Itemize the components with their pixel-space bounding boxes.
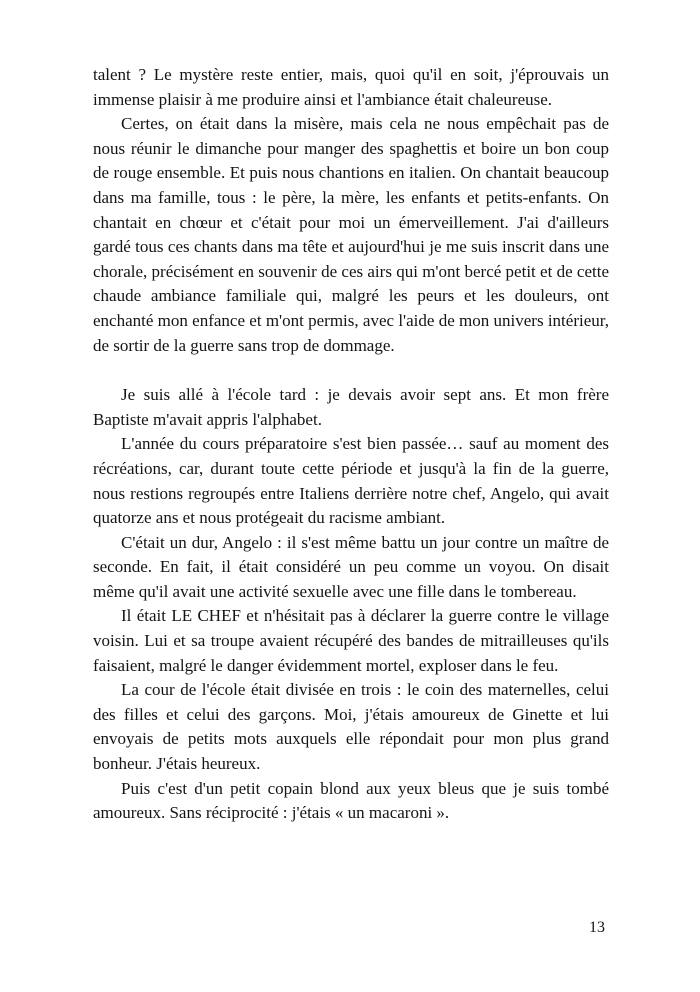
text-block (93, 63, 609, 826)
paragraph: L'année du cours préparatoire s'est bien passée… sauf au moment des récréations, car, durant toute cette période et jusqu'à la fin de la guerre, nous restions regroupés entre Italiens derrière notre chef, Angelo, qui avait quatorze ans et nous protégeait du racisme ambiant. (93, 434, 609, 528)
paragraph: Il était LE CHEF et n'hésitait pas à déclarer la guerre contre le village voisin. Lui et sa troupe avaient récupéré des bandes de mitrailleuses qu'ils faisaient, malgré le danger évidemment mortel, exploser dans le feu. (93, 606, 609, 675)
paragraph: Puis c'est d'un petit copain blond aux yeux bleus que je suis tombé amoureux. Sans réciprocité : j'étais « un macaroni ». (93, 778, 609, 823)
paragraph: La cour de l'école était divisée en trois : le coin des maternelles, celui des filles et celui des garçons. Moi, j'étais amoureux de Ginette et lui envoyais de petits mots auxquels elle répondait pour mon plus grand bonheur. J'étais heureux. (93, 680, 609, 774)
paragraph: talent ? Le mystère reste entier, mais, quoi qu'il en soit, j'éprouvais un immense plaisir à me produire ainsi et l'ambiance était chaleureuse. (93, 65, 609, 109)
paragraph: Certes, on était dans la misère, mais cela ne nous empêchait pas de nous réunir le dimanche pour manger des spaghettis et boire un bon coup de rouge ensemble. Et puis nous chantions en italien. On chantait beaucoup dans ma famille, tous : le père, la mère, les enfants et petits-enfants. On chantait en chœur et c'était pour moi un émerveillement. J'ai d'ailleurs gardé tous ces chants dans ma tête et aujourd'hui je me suis inscrit dans une chorale, précisément en souvenir de ces airs qui m'ont bercé petit et de cette chaude ambiance familiale qui, malgré les peurs et les douleurs, ont enchanté mon enfance et m'ont permis, avec l'aide de mon univers intérieur, de sortir de la guerre sans trop de dommage. (93, 114, 609, 355)
paragraph: Je suis allé à l'école tard : je devais avoir sept ans. Et mon frère Baptiste m'avait appris l'alphabet. (93, 385, 609, 429)
page-number: 13 (589, 919, 605, 936)
paragraph: C'était un dur, Angelo : il s'est même battu un jour contre un maître de seconde. En fait, il était considéré un peu comme un voyou. On disait même qu'il avait une activité sexuelle avec une fille dans le tombereau. (93, 532, 609, 601)
